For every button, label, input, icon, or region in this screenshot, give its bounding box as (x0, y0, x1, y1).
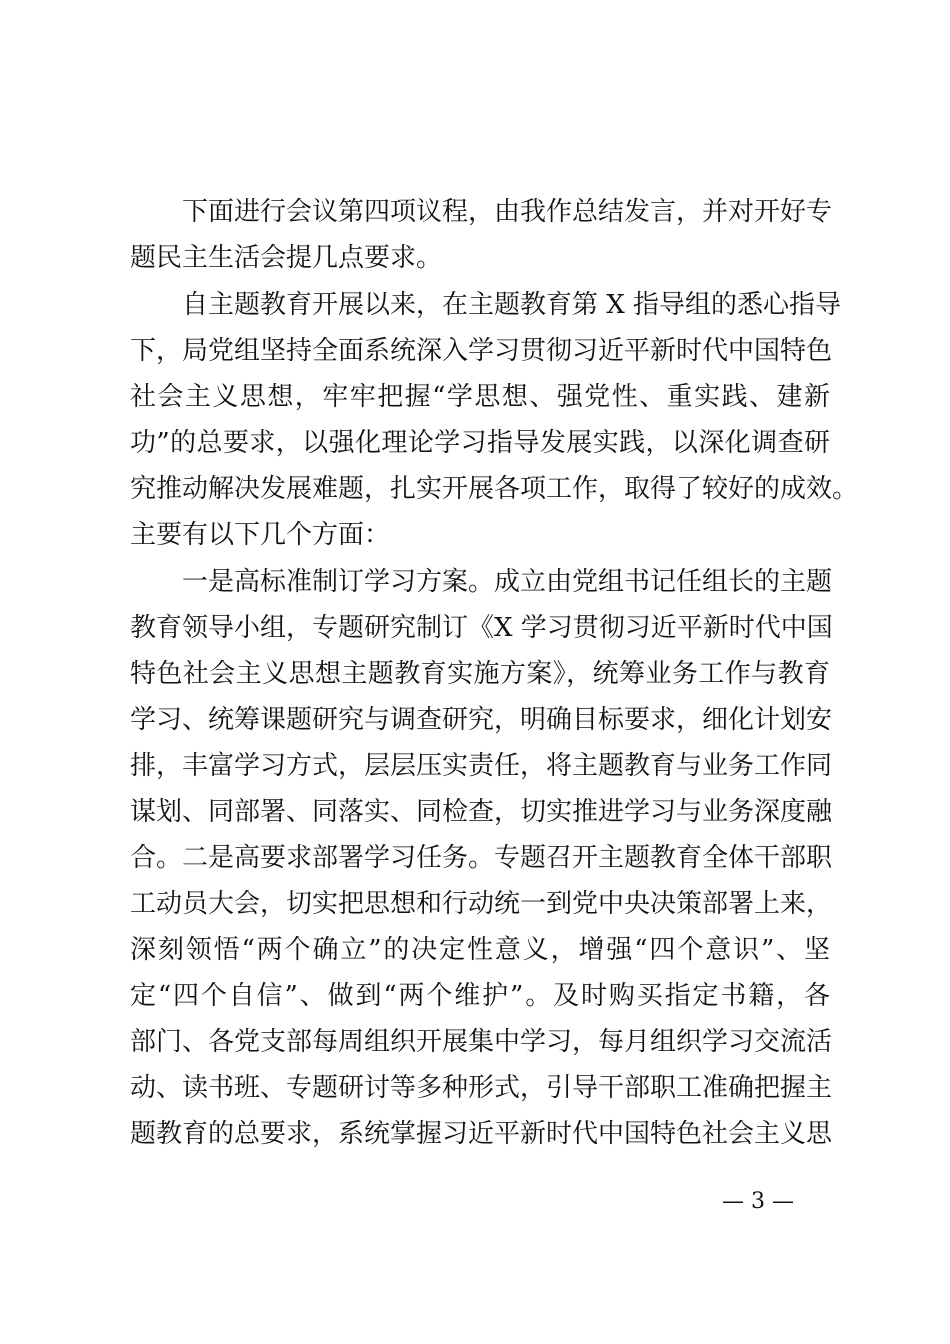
paragraph-3-line-3: 特色社会主义思想主题教育实施方案》，统筹业务工作与教育 (130, 659, 830, 689)
paragraph-3-line-13: 题教育的总要求，系统掌握习近平新时代中国特色社会主义思 (130, 1119, 833, 1149)
paragraph-3-line-7: 合。二是高要求部署学习任务。专题召开主题教育全体干部职 (130, 843, 833, 873)
paragraph-3-line-6: 谋划、同部署、同落实、同检查，切实推进学习与业务深度融 (130, 797, 833, 827)
paragraph-3-line-8: 工动员大会，切实把思想和行动统一到党中央决策部署上来， (130, 889, 833, 919)
paragraph-3-line-1: 一是高标准制订学习方案。成立由党组书记任组长的主题 (182, 567, 833, 597)
paragraph-1-line-2: 题民主生活会提几点要求。 (130, 243, 443, 273)
paragraph-3-line-4: 学习、统筹课题研究与调查研究，明确目标要求，细化计划安 (130, 705, 833, 735)
paragraph-2-line-6: 主要有以下几个方面： (130, 520, 391, 550)
paragraph-3-line-12: 动、读书班、专题研讨等多种形式，引导干部职工准确把握主 (130, 1073, 833, 1103)
paragraph-2-line-1: 自主题教育开展以来，在主题教育第 X 指导组的悉心指导 (182, 290, 842, 320)
paragraph-3-line-9: 深刻领悟“两个确立”的决定性意义，增强“四个意识”、坚 (130, 935, 830, 965)
paragraph-2-line-3: 社会主义思想，牢牢把握“学思想、强党性、重实践、建新 (130, 382, 830, 412)
paragraph-3-line-11: 部门、各党支部每周组织开展集中学习，每月组织学习交流活 (130, 1027, 833, 1057)
paragraph-3-line-5: 排，丰富学习方式，层层压实责任，将主题教育与业务工作同 (130, 751, 833, 781)
paragraph-2-line-5: 究推动解决发展难题，扎实开展各项工作，取得了较好的成效。 (130, 474, 859, 504)
paragraph-2-line-2: 下，局党组坚持全面系统深入学习贯彻习近平新时代中国特色 (130, 336, 833, 366)
paragraph-2-line-4: 功”的总要求，以强化理论学习指导发展实践，以深化调查研 (130, 428, 830, 458)
paragraph-1-line-1: 下面进行会议第四项议程，由我作总结发言，并对开好专 (182, 197, 833, 227)
page-number: — 3 — (722, 1189, 794, 1214)
paragraph-3-line-2: 教育领导小组，专题研究制订《X 学习贯彻习近平新时代中国 (130, 613, 833, 643)
paragraph-3-line-10: 定“四个自信”、做到“两个维护”。及时购买指定书籍，各 (130, 981, 830, 1011)
